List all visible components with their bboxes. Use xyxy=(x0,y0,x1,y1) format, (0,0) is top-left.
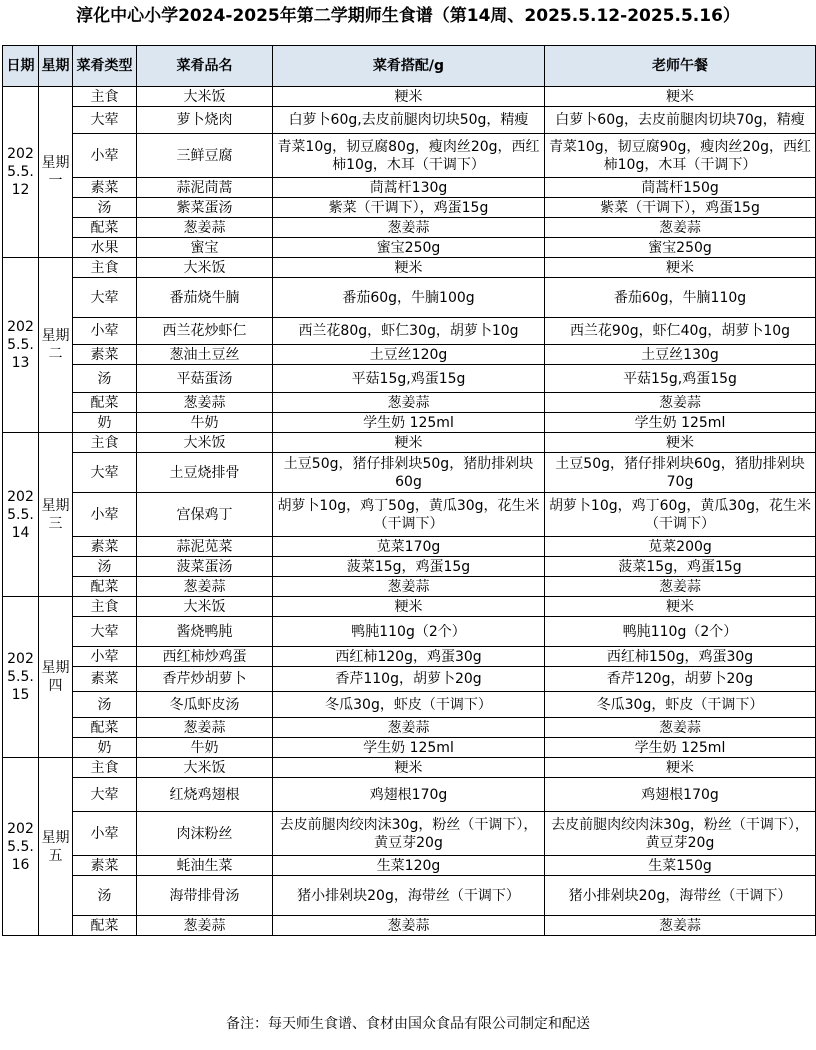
teacher-lunch-cell: 猪小排剁块20g，海带丝（干调下） xyxy=(545,876,816,916)
dish-name-cell: 大米饭 xyxy=(137,433,273,453)
teacher-lunch-cell: 粳米 xyxy=(545,597,816,617)
ingredients-cell: 蜜宝250g xyxy=(273,238,545,258)
ingredients-cell: 生菜120g xyxy=(273,856,545,876)
weekday-cell: 星期五 xyxy=(39,758,73,936)
dish-name-cell: 西红柿炒鸡蛋 xyxy=(137,647,273,667)
dish-type-cell: 素菜 xyxy=(73,178,137,198)
table-row xyxy=(3,278,816,318)
dish-type-cell: 汤 xyxy=(73,198,137,218)
ingredients-cell: 葱姜蒜 xyxy=(273,718,545,738)
dish-type-cell: 素菜 xyxy=(73,667,137,692)
table-row xyxy=(3,557,816,577)
teacher-lunch-cell: 苋菜200g xyxy=(545,537,816,557)
dish-name-cell: 土豆烧排骨 xyxy=(137,453,273,493)
table-row xyxy=(3,778,816,812)
ingredients-cell: 粳米 xyxy=(273,87,545,107)
ingredients-cell: 西红柿120g，鸡蛋30g xyxy=(273,647,545,667)
ingredients-cell: 学生奶 125ml xyxy=(273,738,545,758)
dish-name-cell: 葱姜蒜 xyxy=(137,393,273,413)
table-row xyxy=(3,238,816,258)
dish-name-cell: 蚝油生菜 xyxy=(137,856,273,876)
page-title: 淳化中心小学2024-2025年第二学期师生食谱（第14周、2025.5.12-2025.5.16） xyxy=(76,6,740,26)
dish-type-cell: 配菜 xyxy=(73,218,137,238)
teacher-lunch-cell: 土豆50g，猪仔排剁块60g，猪肋排剁块70g xyxy=(545,453,816,493)
dish-type-cell: 主食 xyxy=(73,87,137,107)
header-weekday: 星期 xyxy=(39,46,73,87)
ingredients-cell: 番茄60g，牛腩100g xyxy=(273,278,545,318)
dish-type-cell: 汤 xyxy=(73,692,137,718)
ingredients-cell: 鸡翅根170g xyxy=(273,778,545,812)
teacher-lunch-cell: 番茄60g，牛腩110g xyxy=(545,278,816,318)
teacher-lunch-cell: 西兰花90g，虾仁40g，胡萝卜10g xyxy=(545,318,816,345)
ingredients-cell: 粳米 xyxy=(273,258,545,278)
teacher-lunch-cell: 生菜150g xyxy=(545,856,816,876)
dish-name-cell: 葱姜蒜 xyxy=(137,718,273,738)
table-row xyxy=(3,738,816,758)
table-row xyxy=(3,198,816,218)
ingredients-cell: 葱姜蒜 xyxy=(273,577,545,597)
dish-name-cell: 酱烧鸭肫 xyxy=(137,617,273,647)
ingredients-cell: 葱姜蒜 xyxy=(273,393,545,413)
dish-name-cell: 蜜宝 xyxy=(137,238,273,258)
ingredients-cell: 鸭肫110g（2个） xyxy=(273,617,545,647)
ingredients-cell: 学生奶 125ml xyxy=(273,413,545,433)
dish-type-cell: 配菜 xyxy=(73,916,137,936)
dish-name-cell: 葱油土豆丝 xyxy=(137,345,273,365)
teacher-lunch-cell: 粳米 xyxy=(545,433,816,453)
dish-type-cell: 配菜 xyxy=(73,393,137,413)
dish-type-cell: 大荤 xyxy=(73,107,137,134)
ingredients-cell: 胡萝卜10g，鸡丁50g，黄瓜30g，花生米（干调下） xyxy=(273,493,545,537)
dish-name-cell: 香芹炒胡萝卜 xyxy=(137,667,273,692)
ingredients-cell: 平菇15g,鸡蛋15g xyxy=(273,365,545,393)
dish-name-cell: 海带排骨汤 xyxy=(137,876,273,916)
table-row xyxy=(3,916,816,936)
table-row xyxy=(3,365,816,393)
ingredients-cell: 菠菜15g，鸡蛋15g xyxy=(273,557,545,577)
dish-type-cell: 主食 xyxy=(73,758,137,778)
dish-name-cell: 肉沫粉丝 xyxy=(137,812,273,856)
dish-type-cell: 小荤 xyxy=(73,812,137,856)
table-row xyxy=(3,453,816,493)
table-row xyxy=(3,856,816,876)
table-row xyxy=(3,258,816,278)
dish-type-cell: 大荤 xyxy=(73,278,137,318)
dish-name-cell: 大米饭 xyxy=(137,597,273,617)
ingredients-cell: 西兰花80g，虾仁30g，胡萝卜10g xyxy=(273,318,545,345)
dish-type-cell: 汤 xyxy=(73,557,137,577)
ingredients-cell: 粳米 xyxy=(273,433,545,453)
weekday-cell: 星期三 xyxy=(39,433,73,597)
ingredients-cell: 粳米 xyxy=(273,597,545,617)
dish-type-cell: 配菜 xyxy=(73,577,137,597)
ingredients-cell: 粳米 xyxy=(273,758,545,778)
ingredients-cell: 苋菜170g xyxy=(273,537,545,557)
date-cell: 2025.5.12 xyxy=(3,87,39,258)
table-row xyxy=(3,758,816,778)
dish-name-cell: 宫保鸡丁 xyxy=(137,493,273,537)
table-row xyxy=(3,218,816,238)
teacher-lunch-cell: 香芹120g，胡萝卜20g xyxy=(545,667,816,692)
teacher-lunch-cell: 葱姜蒜 xyxy=(545,218,816,238)
table-row xyxy=(3,718,816,738)
dish-type-cell: 素菜 xyxy=(73,345,137,365)
dish-type-cell: 大荤 xyxy=(73,617,137,647)
teacher-lunch-cell: 菠菜15g，鸡蛋15g xyxy=(545,557,816,577)
table-row xyxy=(3,318,816,345)
ingredients-cell: 青菜10g，韧豆腐80g，瘦肉丝20g，西红柿10g，木耳（干调下） xyxy=(273,134,545,178)
dish-type-cell: 小荤 xyxy=(73,318,137,345)
table-row xyxy=(3,393,816,413)
teacher-lunch-cell: 茼蒿杆150g xyxy=(545,178,816,198)
teacher-lunch-cell: 青菜10g，韧豆腐90g，瘦肉丝20g，西红柿10g，木耳（干调下） xyxy=(545,134,816,178)
dish-name-cell: 蒜泥苋菜 xyxy=(137,537,273,557)
dish-name-cell: 西兰花炒虾仁 xyxy=(137,318,273,345)
dish-type-cell: 配菜 xyxy=(73,718,137,738)
ingredients-cell: 猪小排剁块20g，海带丝（干调下） xyxy=(273,876,545,916)
table-row xyxy=(3,87,816,107)
dish-name-cell: 三鲜豆腐 xyxy=(137,134,273,178)
dish-name-cell: 紫菜蛋汤 xyxy=(137,198,273,218)
table-row xyxy=(3,597,816,617)
ingredients-cell: 土豆丝120g xyxy=(273,345,545,365)
footnote: 备注：每天师生食谱、食材由国众食品有限公司制定和配送 xyxy=(226,1016,590,1032)
teacher-lunch-cell: 鸭肫110g（2个） xyxy=(545,617,816,647)
teacher-lunch-cell: 蜜宝250g xyxy=(545,238,816,258)
teacher-lunch-cell: 胡萝卜10g，鸡丁60g，黄瓜30g，花生米（干调下） xyxy=(545,493,816,537)
ingredients-cell: 冬瓜30g，虾皮（干调下） xyxy=(273,692,545,718)
dish-type-cell: 小荤 xyxy=(73,493,137,537)
menu-table xyxy=(2,45,816,936)
teacher-lunch-cell: 平菇15g,鸡蛋15g xyxy=(545,365,816,393)
header-teacher-lunch: 老师午餐 xyxy=(545,46,816,87)
header-ingredients: 菜肴搭配/g xyxy=(273,46,545,87)
dish-name-cell: 大米饭 xyxy=(137,87,273,107)
table-row xyxy=(3,617,816,647)
table-row xyxy=(3,345,816,365)
dish-type-cell: 素菜 xyxy=(73,537,137,557)
dish-name-cell: 蒜泥茼蒿 xyxy=(137,178,273,198)
teacher-lunch-cell: 西红柿150g，鸡蛋30g xyxy=(545,647,816,667)
ingredients-cell: 葱姜蒜 xyxy=(273,916,545,936)
table-row xyxy=(3,876,816,916)
teacher-lunch-cell: 土豆丝130g xyxy=(545,345,816,365)
teacher-lunch-cell: 白萝卜60g，去皮前腿肉切块70g，精瘦 xyxy=(545,107,816,134)
dish-name-cell: 冬瓜虾皮汤 xyxy=(137,692,273,718)
teacher-lunch-cell: 冬瓜30g，虾皮（干调下） xyxy=(545,692,816,718)
dish-type-cell: 主食 xyxy=(73,433,137,453)
header-row xyxy=(3,46,816,87)
teacher-lunch-cell: 粳米 xyxy=(545,758,816,778)
header-date: 日期 xyxy=(3,46,39,87)
dish-type-cell: 小荤 xyxy=(73,647,137,667)
table-row xyxy=(3,107,816,134)
teacher-lunch-cell: 学生奶 125ml xyxy=(545,413,816,433)
dish-name-cell: 葱姜蒜 xyxy=(137,577,273,597)
dish-type-cell: 素菜 xyxy=(73,856,137,876)
teacher-lunch-cell: 葱姜蒜 xyxy=(545,393,816,413)
ingredients-cell: 香芹110g，胡萝卜20g xyxy=(273,667,545,692)
ingredients-cell: 去皮前腿肉绞肉沫30g，粉丝（干调下），黄豆芽20g xyxy=(273,812,545,856)
ingredients-cell: 紫菜（干调下），鸡蛋15g xyxy=(273,198,545,218)
dish-name-cell: 葱姜蒜 xyxy=(137,218,273,238)
teacher-lunch-cell: 粳米 xyxy=(545,87,816,107)
table-row xyxy=(3,493,816,537)
dish-name-cell: 葱姜蒜 xyxy=(137,916,273,936)
date-cell: 2025.5.16 xyxy=(3,758,39,936)
teacher-lunch-cell: 去皮前腿肉绞肉沫30g，粉丝（干调下），黄豆芽20g xyxy=(545,812,816,856)
dish-type-cell: 主食 xyxy=(73,258,137,278)
teacher-lunch-cell: 紫菜（干调下），鸡蛋15g xyxy=(545,198,816,218)
table-row xyxy=(3,433,816,453)
weekday-cell: 星期四 xyxy=(39,597,73,758)
dish-type-cell: 水果 xyxy=(73,238,137,258)
dish-name-cell: 牛奶 xyxy=(137,738,273,758)
dish-type-cell: 主食 xyxy=(73,597,137,617)
dish-name-cell: 红烧鸡翅根 xyxy=(137,778,273,812)
table-row xyxy=(3,413,816,433)
teacher-lunch-cell: 学生奶 125ml xyxy=(545,738,816,758)
dish-type-cell: 汤 xyxy=(73,365,137,393)
header-dish-name: 菜肴品名 xyxy=(137,46,273,87)
weekday-cell: 星期一 xyxy=(39,87,73,258)
date-cell: 2025.5.13 xyxy=(3,258,39,433)
ingredients-cell: 白萝卜60g,去皮前腿肉切块50g，精瘦 xyxy=(273,107,545,134)
dish-name-cell: 大米饭 xyxy=(137,758,273,778)
dish-type-cell: 汤 xyxy=(73,876,137,916)
table-row xyxy=(3,577,816,597)
dish-name-cell: 平菇蛋汤 xyxy=(137,365,273,393)
table-row xyxy=(3,692,816,718)
teacher-lunch-cell: 葱姜蒜 xyxy=(545,718,816,738)
dish-type-cell: 大荤 xyxy=(73,453,137,493)
teacher-lunch-cell: 粳米 xyxy=(545,258,816,278)
dish-name-cell: 牛奶 xyxy=(137,413,273,433)
dish-name-cell: 菠菜蛋汤 xyxy=(137,557,273,577)
date-cell: 2025.5.14 xyxy=(3,433,39,597)
dish-name-cell: 大米饭 xyxy=(137,258,273,278)
teacher-lunch-cell: 葱姜蒜 xyxy=(545,577,816,597)
dish-name-cell: 萝卜烧肉 xyxy=(137,107,273,134)
date-cell: 2025.5.15 xyxy=(3,597,39,758)
header-dish-type: 菜肴类型 xyxy=(73,46,137,87)
dish-type-cell: 小荤 xyxy=(73,134,137,178)
table-row xyxy=(3,537,816,557)
ingredients-cell: 土豆50g，猪仔排剁块50g，猪肋排剁块60g xyxy=(273,453,545,493)
table-row xyxy=(3,647,816,667)
table-row xyxy=(3,812,816,856)
dish-type-cell: 奶 xyxy=(73,738,137,758)
ingredients-cell: 茼蒿杆130g xyxy=(273,178,545,198)
table-row xyxy=(3,667,816,692)
table-row xyxy=(3,134,816,178)
ingredients-cell: 葱姜蒜 xyxy=(273,218,545,238)
teacher-lunch-cell: 葱姜蒜 xyxy=(545,916,816,936)
dish-type-cell: 大荤 xyxy=(73,778,137,812)
teacher-lunch-cell: 鸡翅根170g xyxy=(545,778,816,812)
weekday-cell: 星期二 xyxy=(39,258,73,433)
table-row xyxy=(3,178,816,198)
dish-type-cell: 奶 xyxy=(73,413,137,433)
dish-name-cell: 番茄烧牛腩 xyxy=(137,278,273,318)
